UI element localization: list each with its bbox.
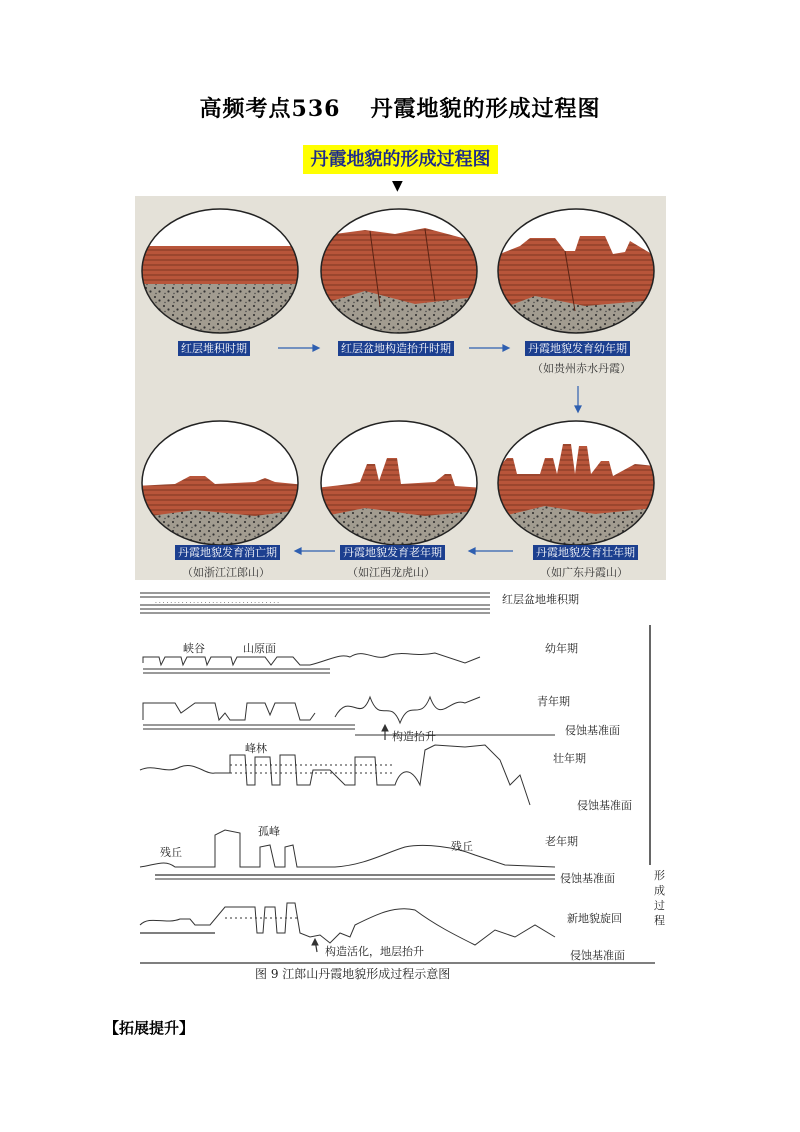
peak-forest-label: 峰林	[245, 742, 267, 755]
plateau-label: 山原面	[243, 642, 276, 655]
formation-circles	[135, 196, 666, 580]
stage-example-maturity: （如广东丹霞山）	[540, 566, 628, 579]
page-title	[0, 92, 800, 123]
figure-banner: 丹霞地貌的形成过程图	[303, 145, 498, 174]
base-level-label-1: 侵蚀基准面	[565, 724, 620, 737]
stage-label-demise: 丹霞地貌发育消亡期	[175, 545, 280, 560]
process-vertical-label: 形成过程	[654, 869, 665, 927]
svg-text:. . . . . . . . . .: . . . . . . . . . . . . . . . . . . . . . . . . . . . . . . . . .	[155, 598, 279, 605]
base-level-label-4: 侵蚀基准面	[570, 949, 625, 962]
row-maturity-sketch	[140, 745, 530, 805]
stage-label-deposition: 红层堆积时期	[178, 341, 250, 356]
base-level-label-2: 侵蚀基准面	[577, 799, 632, 812]
stage-red-deposition-circle	[135, 196, 315, 344]
down-arrow-icon: ▼	[392, 178, 403, 194]
stage-demise-circle	[135, 416, 315, 556]
figure-caption: 图 9 江郎山丹霞地貌形成过程示意图	[255, 967, 451, 981]
stage-example-demise: （如浙江江郎山）	[182, 566, 270, 579]
stage-label-uplift: 红层盆地构造抬升时期	[338, 341, 454, 356]
stage-example-youth: （如贵州赤水丹霞）	[532, 362, 631, 375]
row-label-maturity: 壮年期	[553, 752, 586, 765]
base-level-label-3: 侵蚀基准面	[560, 872, 615, 885]
stage-old-age-circle	[315, 416, 495, 556]
row-deposition-sketch	[140, 593, 490, 613]
formation-process-diagram	[135, 196, 666, 580]
row-label-adolescence: 青年期	[537, 695, 570, 708]
residual-hill-label-1: 残丘	[160, 846, 182, 859]
title-topic: 丹霞地貌的形成过程图	[370, 96, 601, 122]
row-old-age-sketch	[140, 830, 555, 879]
row-label-old-age: 老年期	[545, 835, 578, 848]
section-heading-expand: 【拓展提升】	[104, 1019, 195, 1037]
row-label-new-cycle: 新地貌旋回	[567, 912, 622, 925]
uplift-label: 构造抬升	[392, 730, 436, 743]
title-code: 高频考点536	[199, 96, 341, 122]
stage-maturity-circle	[495, 416, 666, 556]
stage-label-maturity: 丹霞地貌发育壮年期	[533, 545, 638, 560]
row-label-deposition: 红层盆地堆积期	[502, 593, 579, 606]
stage-uplift-circle	[315, 196, 495, 336]
stage-label-old-age: 丹霞地貌发育老年期	[340, 545, 445, 560]
row-label-youth: 幼年期	[545, 642, 578, 655]
canyon-label: 峡谷	[183, 642, 205, 655]
jianglangshan-figure	[135, 585, 666, 980]
residual-hill-label-2: 残丘	[451, 840, 473, 853]
row-adolescence-sketch	[143, 697, 555, 740]
stage-example-old-age: （如江西龙虎山）	[347, 566, 435, 579]
stage-label-youth: 丹霞地貌发育幼年期	[525, 341, 630, 356]
reactivation-label: 构造活化，地层抬升	[325, 945, 424, 958]
row-youth-sketch	[143, 653, 480, 673]
lone-peak-label: 孤峰	[258, 825, 280, 838]
